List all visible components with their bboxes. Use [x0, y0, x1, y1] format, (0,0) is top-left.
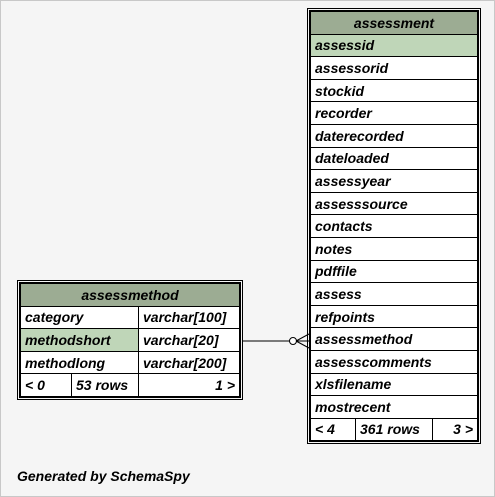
children-count-link[interactable]: 3 > — [433, 418, 479, 441]
crowfoot-icon-lower — [296, 341, 309, 348]
table-header[interactable]: assessmethod — [20, 283, 240, 306]
optional-circle-icon — [290, 338, 297, 345]
column-assessid[interactable]: assessid — [310, 34, 478, 57]
column-dateloaded[interactable]: dateloaded — [310, 147, 478, 170]
column-notes[interactable]: notes — [310, 237, 478, 260]
column-recorder[interactable]: recorder — [310, 102, 478, 125]
column-methodlong-type: varchar[200] — [139, 351, 241, 374]
column-assesssource[interactable]: assesssource — [310, 192, 478, 215]
column-refpoints[interactable]: refpoints — [310, 305, 478, 328]
column-methodshort[interactable]: methodshort — [20, 329, 139, 352]
column-stockid[interactable]: stockid — [310, 79, 478, 102]
column-assessmethod[interactable]: assessmethod — [310, 328, 478, 351]
column-methodlong[interactable]: methodlong — [20, 351, 139, 374]
column-category[interactable]: category — [20, 306, 139, 329]
column-category-type: varchar[100] — [139, 306, 241, 329]
column-assessorid[interactable]: assessorid — [310, 57, 478, 80]
column-assesscomments[interactable]: assesscomments — [310, 350, 478, 373]
column-assessyear[interactable]: assessyear — [310, 170, 478, 193]
parents-count-link[interactable]: < 4 — [310, 418, 356, 441]
column-daterecorded[interactable]: daterecorded — [310, 124, 478, 147]
column-methodshort-type: varchar[20] — [139, 329, 241, 352]
row-count: 361 rows — [356, 418, 433, 441]
column-assess[interactable]: assess — [310, 283, 478, 306]
table-header[interactable]: assessment — [310, 11, 478, 34]
column-xlsfilename[interactable]: xlsfilename — [310, 373, 478, 396]
parents-count-link[interactable]: < 0 — [20, 374, 72, 397]
children-count-link[interactable]: 1 > — [139, 374, 241, 397]
column-mostrecent[interactable]: mostrecent — [310, 396, 478, 419]
row-count: 53 rows — [72, 374, 139, 397]
generated-by-label: Generated by SchemaSpy — [17, 468, 190, 484]
crowfoot-icon-upper — [296, 334, 309, 341]
column-contacts[interactable]: contacts — [310, 215, 478, 238]
column-pdffile[interactable]: pdffile — [310, 260, 478, 283]
